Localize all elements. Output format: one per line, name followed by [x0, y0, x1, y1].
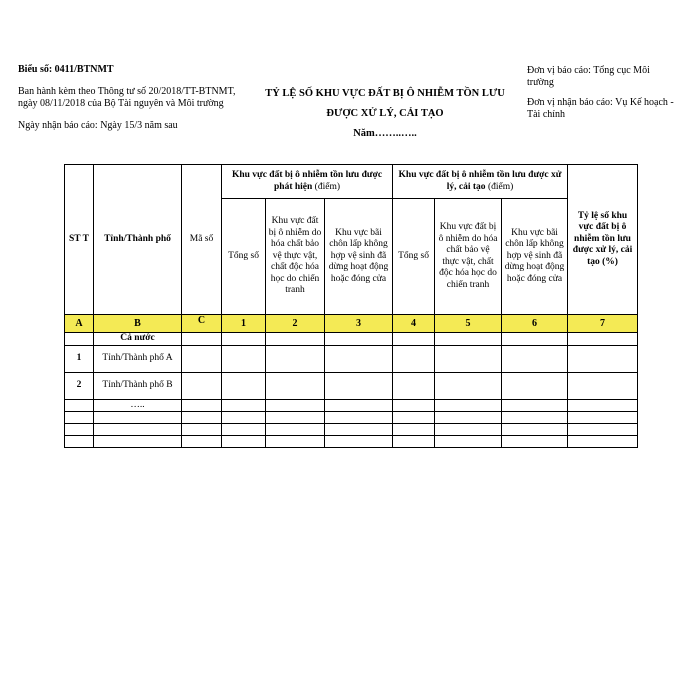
col-stt-header: ST T	[65, 165, 94, 315]
col-code-header: Mã số	[182, 165, 222, 315]
col-province-header: Tỉnh/Thành phố	[94, 165, 182, 315]
group-treated-label: Khu vực đất bị ô nhiễm tồn lưu được xử lý, cải tạo	[398, 170, 562, 192]
row-stt	[65, 424, 94, 436]
receive-date: Ngày nhận báo cáo: Ngày 15/3 năm sau	[18, 120, 178, 131]
code-cell: 5	[435, 315, 502, 333]
sub-landfill-1: Khu vực bãi chôn lấp không hợp vệ sinh đã dừng hoạt động hoặc đóng cửa	[325, 199, 393, 315]
row-stt: 2	[65, 372, 94, 399]
row-name	[94, 424, 182, 436]
table-row	[65, 372, 638, 399]
report-title	[255, 84, 515, 144]
col-rate-header: Tỷ lệ số khu vực đất bị ô nhiễm tồn lưu được xử lý, cải tạo (%)	[568, 165, 638, 315]
group-detected-header	[222, 165, 393, 199]
issued-line-2: ngày 08/11/2018 của Bộ Tài nguyên và Môi trường	[18, 98, 224, 109]
reporting-unit-line-2: trường	[527, 77, 554, 88]
title-line-1: TỶ LỆ SỐ KHU VỰC ĐẤT BỊ Ô NHIỄM TỒN LƯU	[265, 88, 505, 99]
code-cell: 2	[266, 315, 325, 333]
receiving-unit-line-2: Tài chính	[527, 109, 566, 120]
issued-line-1: Ban hành kèm theo Thông tư số 20/2018/TT-BTNMT,	[18, 86, 236, 97]
code-cell: B	[94, 315, 182, 333]
code-cell: 1	[222, 315, 266, 333]
sub-chem-2: Khu vực đất bị ô nhiễm do hóa chất bảo vệ thực vật, chất độc hóa học do chiến tranh	[435, 199, 502, 315]
group-treated-header	[393, 165, 568, 199]
code-cell: A	[65, 315, 94, 333]
row-name	[94, 436, 182, 448]
header-row-1	[65, 165, 638, 199]
row-name: Tỉnh/Thành phố B	[94, 372, 182, 399]
table-row	[65, 333, 638, 346]
row-stt	[65, 399, 94, 412]
table-row	[65, 436, 638, 448]
row-stt: 1	[65, 345, 94, 372]
code-cell: 6	[502, 315, 568, 333]
report-table	[64, 164, 638, 448]
row-stt	[65, 333, 94, 346]
table-row	[65, 424, 638, 436]
receiving-unit	[527, 97, 692, 121]
form-number: Biểu số: 0411/BTNMT	[18, 64, 114, 75]
sub-total-1: Tổng số	[222, 199, 266, 315]
row-name: Cả nước	[94, 333, 182, 346]
code-cell: 4	[393, 315, 435, 333]
group-treated-unit: (điểm)	[485, 181, 514, 192]
row-name: Tỉnh/Thành phố A	[94, 345, 182, 372]
row-stt	[65, 412, 94, 424]
table-row	[65, 399, 638, 412]
receiving-unit-line-1: Đơn vị nhận báo cáo: Vụ Kế hoạch -	[527, 97, 674, 108]
reporting-unit-line-1: Đơn vị báo cáo: Tổng cục Môi	[527, 65, 650, 76]
sub-landfill-2: Khu vực bãi chôn lấp không hợp vệ sinh đã dừng hoạt động hoặc đóng cửa	[502, 199, 568, 315]
code-row	[65, 315, 638, 333]
sub-chem-1: Khu vực đất bị ô nhiễm do hóa chất bảo vệ thực vật, chất độc hóa học do chiến tranh	[266, 199, 325, 315]
row-name	[94, 412, 182, 424]
reporting-unit	[527, 65, 692, 89]
sub-total-2: Tổng số	[393, 199, 435, 315]
row-name: …..	[94, 399, 182, 412]
group-detected-label: Khu vực đất bị ô nhiễm tồn lưu được phát hiện	[231, 170, 383, 192]
code-cell: 3	[325, 315, 393, 333]
row-stt	[65, 436, 94, 448]
code-cell: C	[182, 315, 222, 333]
group-detected-unit: (điểm)	[312, 181, 340, 192]
table-row	[65, 412, 638, 424]
table-row	[65, 345, 638, 372]
title-line-2: ĐƯỢC XỬ LÝ, CẢI TẠO	[326, 108, 444, 119]
year-line: Năm……..…..	[353, 128, 417, 139]
code-cell: 7	[568, 315, 638, 333]
